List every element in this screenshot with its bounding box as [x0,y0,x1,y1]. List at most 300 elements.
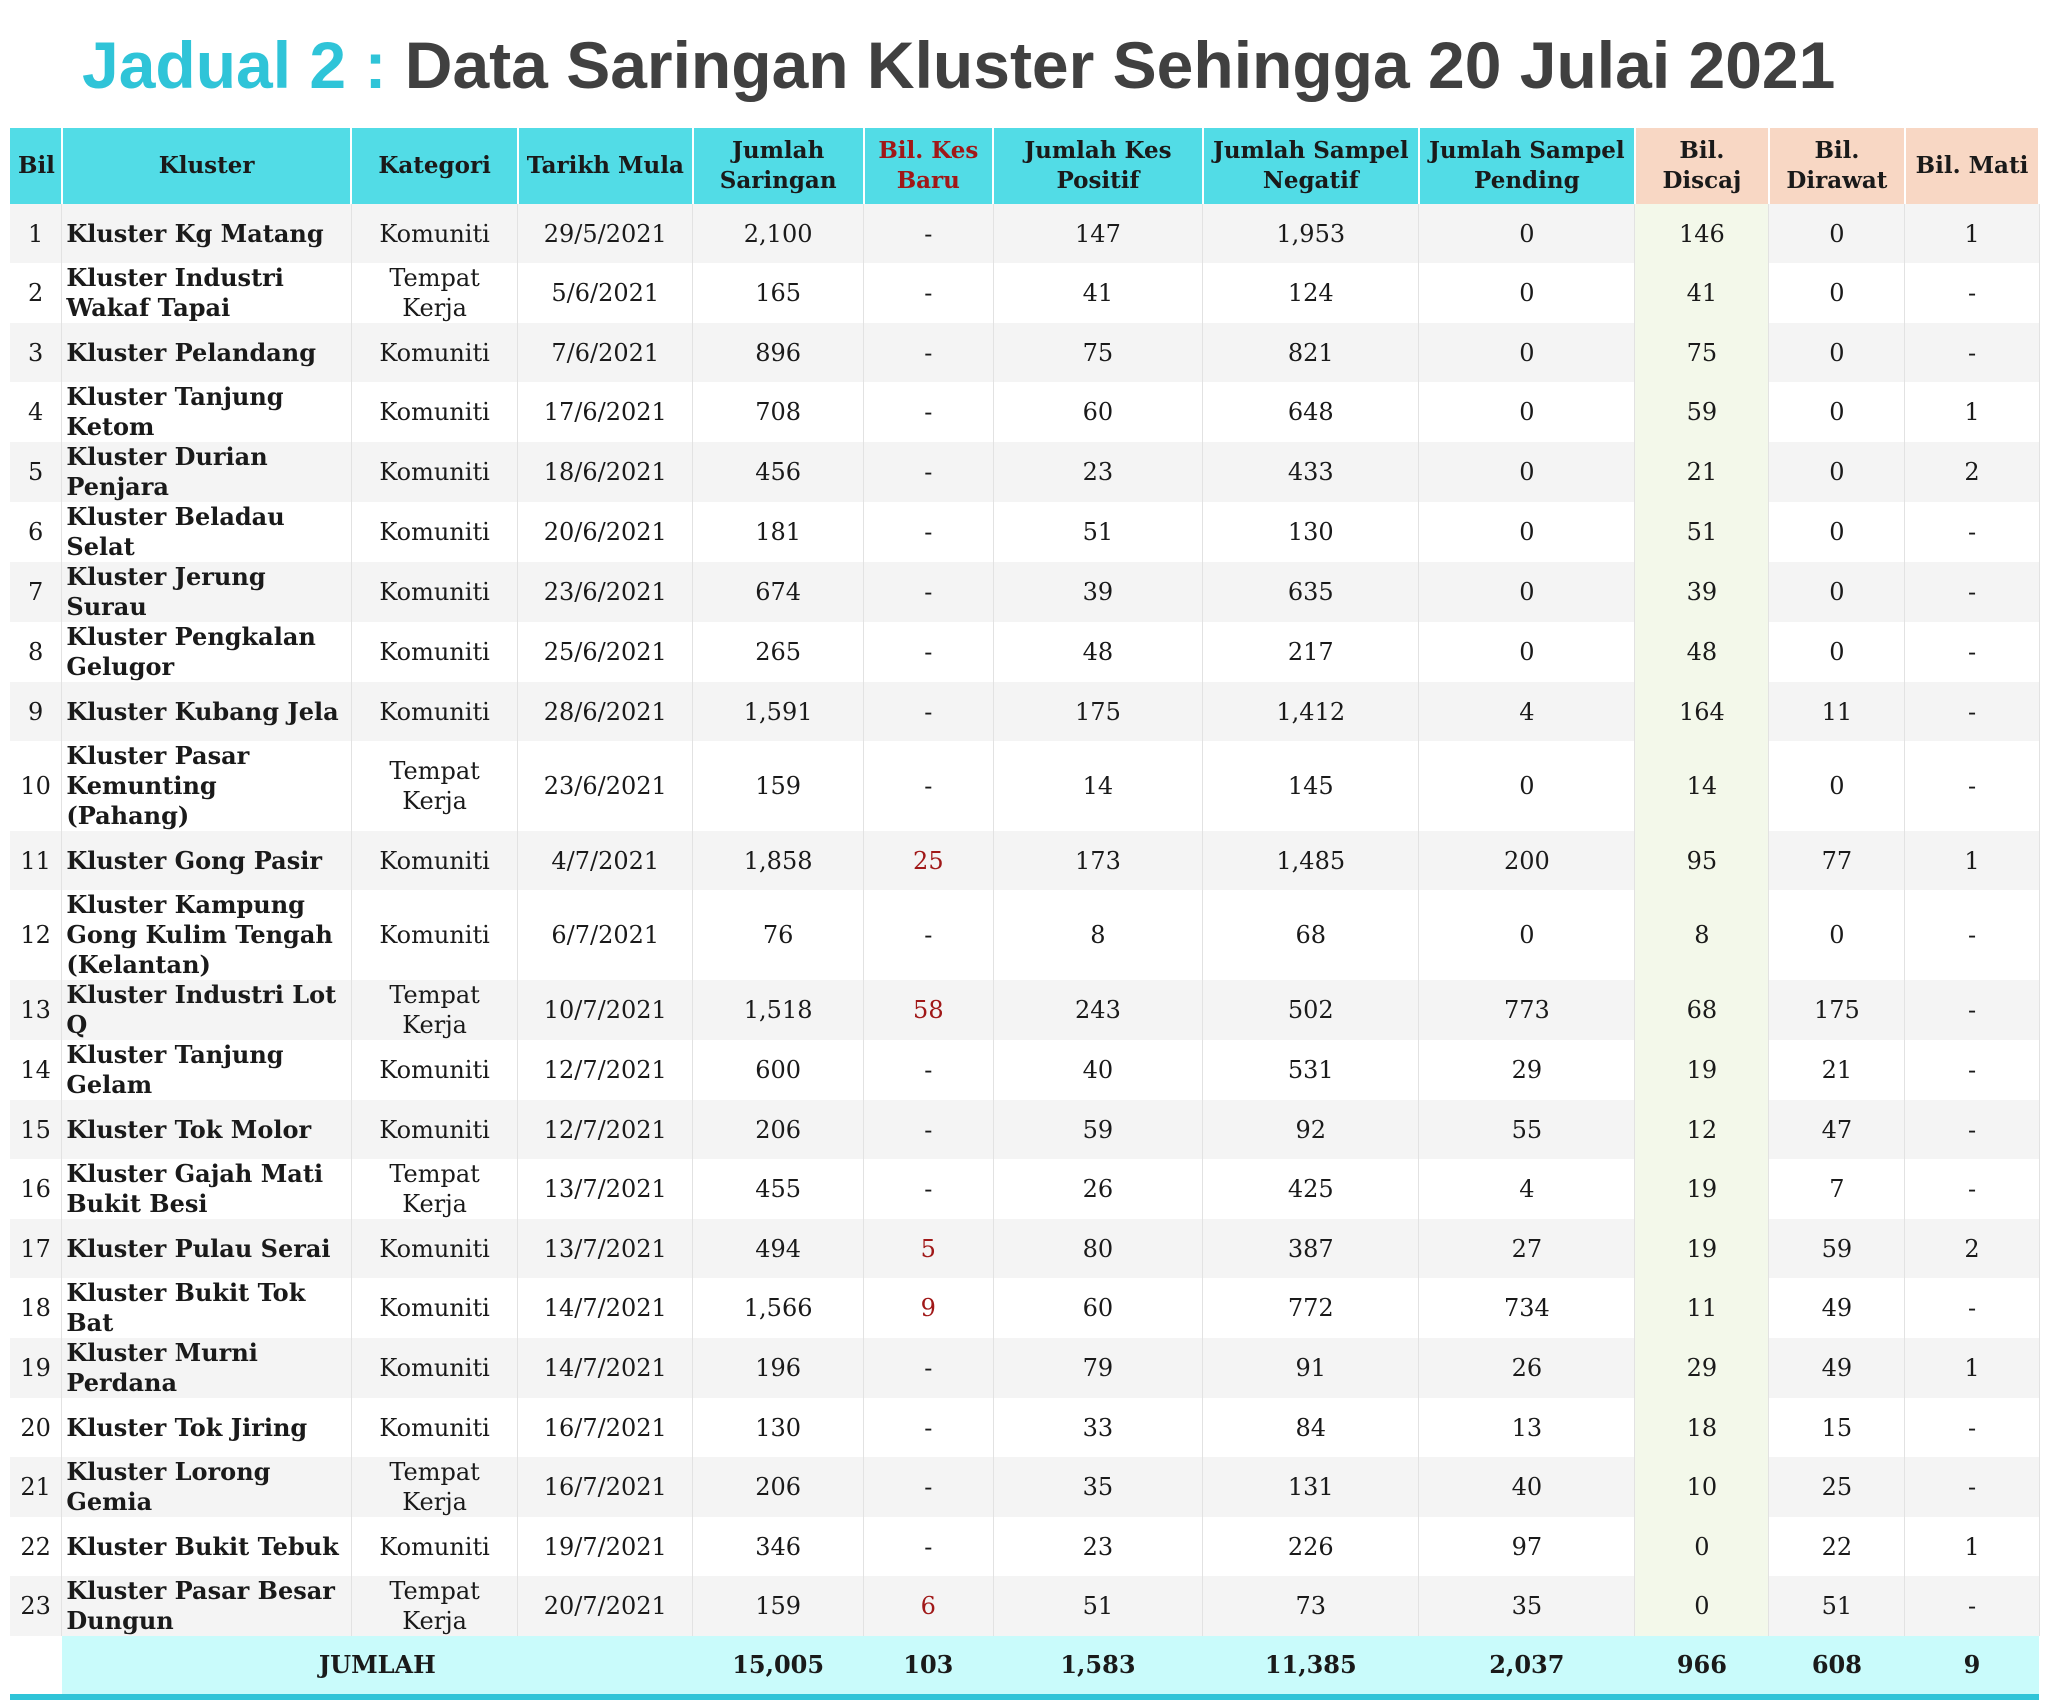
cell-kategori: Komuniti [351,323,517,382]
cell-bil: 13 [10,980,62,1040]
cell-jumlah-sampel-pending: 773 [1419,980,1635,1040]
cell-jumlah-saringan: 206 [693,1457,864,1517]
cell-bil-mati: 2 [1905,1219,2039,1278]
cell-bil-kes-baru: - [864,263,994,323]
cell-kategori: Tempat Kerja [351,263,517,323]
cell-bil-mati: - [1905,1576,2039,1636]
cell-bil-dirawat: 21 [1769,1040,1905,1100]
header-bil: Bil [10,128,62,204]
cell-bil-dirawat: 0 [1769,502,1905,562]
cell-tarikh-mula: 20/7/2021 [518,1576,693,1636]
cell-jumlah-sampel-negatif: 92 [1203,1100,1419,1159]
cell-tarikh-mula: 16/7/2021 [518,1457,693,1517]
cell-kluster: Kluster Tanjung Gelam [62,1040,352,1100]
cell-jumlah-saringan: 896 [693,323,864,382]
cell-bil-mati: 2 [1905,442,2039,502]
cell-kategori: Komuniti [351,1219,517,1278]
cell-jumlah-sampel-negatif: 1,412 [1203,682,1419,741]
cell-kluster: Kluster Industri Lot Q [62,980,352,1040]
cell-jumlah-sampel-pending: 29 [1419,1040,1635,1100]
cell-bil: 12 [10,890,62,980]
cell-kategori: Komuniti [351,204,517,263]
cell-kategori: Tempat Kerja [351,741,517,831]
cell-bil-kes-baru: - [864,442,994,502]
cell-jumlah-saringan: 674 [693,562,864,622]
cell-bil: 7 [10,562,62,622]
cell-jumlah-saringan: 196 [693,1338,864,1398]
cell-jumlah-saringan: 1,858 [693,831,864,890]
cell-bil: 14 [10,1040,62,1100]
cell-kategori: Komuniti [351,1338,517,1398]
cell-bil-discaj: 48 [1635,622,1769,682]
cell-bil: 9 [10,682,62,741]
cell-kategori: Komuniti [351,502,517,562]
cell-kluster: Kluster Pulau Serai [62,1219,352,1278]
table-row [10,1576,2039,1636]
cell-tarikh-mula: 7/6/2021 [518,323,693,382]
cell-jumlah-kes-positif: 35 [993,1457,1203,1517]
total-bil-mati: 9 [1905,1636,2039,1697]
cell-jumlah-saringan: 1,566 [693,1278,864,1338]
cell-jumlah-saringan: 346 [693,1517,864,1576]
cell-jumlah-kes-positif: 39 [993,562,1203,622]
cell-bil-mati: 1 [1905,1517,2039,1576]
cell-bil-kes-baru: 5 [864,1219,994,1278]
cell-bil-mati: - [1905,622,2039,682]
total-jumlah-kes-positif: 1,583 [993,1636,1203,1697]
cell-tarikh-mula: 16/7/2021 [518,1398,693,1457]
cell-bil-dirawat: 0 [1769,741,1905,831]
cell-jumlah-sampel-pending: 97 [1419,1517,1635,1576]
header-bil-discaj: Bil. Discaj [1635,128,1769,204]
cell-bil: 22 [10,1517,62,1576]
cell-bil-kes-baru: - [864,204,994,263]
cell-bil-kes-baru: - [864,323,994,382]
cell-bil-discaj: 10 [1635,1457,1769,1517]
cell-kluster: Kluster Murni Perdana [62,1338,352,1398]
table-row [10,204,2039,263]
cell-bil-dirawat: 47 [1769,1100,1905,1159]
cell-bil: 1 [10,204,62,263]
cell-jumlah-saringan: 494 [693,1219,864,1278]
cell-bil-dirawat: 49 [1769,1278,1905,1338]
cell-jumlah-sampel-negatif: 772 [1203,1278,1419,1338]
cell-kategori: Tempat Kerja [351,980,517,1040]
header-jumlah-sampel-negatif: Jumlah Sampel Negatif [1203,128,1419,204]
cell-bil-discaj: 14 [1635,741,1769,831]
header-jumlah-kes-positif: Jumlah Kes Positif [993,128,1203,204]
cell-bil-dirawat: 0 [1769,323,1905,382]
cell-bil-mati: - [1905,562,2039,622]
cell-bil-discaj: 41 [1635,263,1769,323]
table-row [10,1457,2039,1517]
cell-tarikh-mula: 12/7/2021 [518,1040,693,1100]
cell-bil: 3 [10,323,62,382]
cell-jumlah-saringan: 165 [693,263,864,323]
cell-jumlah-sampel-pending: 0 [1419,382,1635,442]
cell-bil: 10 [10,741,62,831]
cell-bil-discaj: 39 [1635,562,1769,622]
cell-jumlah-sampel-negatif: 648 [1203,382,1419,442]
page-title [82,22,1835,108]
table-row [10,263,2039,323]
cell-bil-kes-baru: - [864,1040,994,1100]
cell-jumlah-sampel-pending: 0 [1419,442,1635,502]
cell-bil-dirawat: 0 [1769,562,1905,622]
cell-bil: 20 [10,1398,62,1457]
cell-jumlah-kes-positif: 14 [993,741,1203,831]
cell-jumlah-sampel-negatif: 502 [1203,980,1419,1040]
cell-bil-discaj: 75 [1635,323,1769,382]
cell-jumlah-sampel-negatif: 145 [1203,741,1419,831]
cell-jumlah-sampel-negatif: 531 [1203,1040,1419,1100]
cell-jumlah-kes-positif: 243 [993,980,1203,1040]
cell-bil-dirawat: 22 [1769,1517,1905,1576]
cell-bil-mati: - [1905,1040,2039,1100]
cell-jumlah-sampel-negatif: 387 [1203,1219,1419,1278]
cell-bil-mati: - [1905,741,2039,831]
cell-kategori: Komuniti [351,831,517,890]
cell-bil-discaj: 11 [1635,1278,1769,1338]
cell-tarikh-mula: 29/5/2021 [518,204,693,263]
cell-jumlah-sampel-negatif: 84 [1203,1398,1419,1457]
cell-bil: 19 [10,1338,62,1398]
cell-bil-dirawat: 77 [1769,831,1905,890]
cell-bil-kes-baru: - [864,622,994,682]
cell-jumlah-sampel-negatif: 131 [1203,1457,1419,1517]
cell-bil-dirawat: 15 [1769,1398,1905,1457]
table-row [10,741,2039,831]
cell-tarikh-mula: 10/7/2021 [518,980,693,1040]
cell-jumlah-saringan: 600 [693,1040,864,1100]
table-row [10,622,2039,682]
cell-kluster: Kluster Pelandang [62,323,352,382]
table-row [10,1278,2039,1338]
cell-jumlah-sampel-negatif: 130 [1203,502,1419,562]
cell-bil-discaj: 18 [1635,1398,1769,1457]
cell-jumlah-kes-positif: 26 [993,1159,1203,1219]
cell-jumlah-sampel-pending: 27 [1419,1219,1635,1278]
table-body [10,204,2039,1636]
cell-bil-dirawat: 11 [1769,682,1905,741]
table-row [10,502,2039,562]
cell-bil: 5 [10,442,62,502]
cell-bil-kes-baru: - [864,890,994,980]
cell-jumlah-sampel-pending: 4 [1419,682,1635,741]
table-row [10,1398,2039,1457]
cell-jumlah-kes-positif: 51 [993,1576,1203,1636]
cell-jumlah-sampel-negatif: 124 [1203,263,1419,323]
cell-jumlah-kes-positif: 59 [993,1100,1203,1159]
table-row [10,1159,2039,1219]
cell-bil: 15 [10,1100,62,1159]
cell-bil-discaj: 68 [1635,980,1769,1040]
cell-tarikh-mula: 14/7/2021 [518,1338,693,1398]
cell-jumlah-kes-positif: 147 [993,204,1203,263]
cell-bil-kes-baru: - [864,1398,994,1457]
cell-kategori: Komuniti [351,442,517,502]
cell-bil-kes-baru: - [864,502,994,562]
cell-bil-kes-baru: - [864,741,994,831]
cell-jumlah-sampel-pending: 0 [1419,562,1635,622]
total-row [10,1636,2039,1697]
cell-tarikh-mula: 14/7/2021 [518,1278,693,1338]
cell-jumlah-saringan: 708 [693,382,864,442]
cell-jumlah-sampel-negatif: 91 [1203,1338,1419,1398]
cell-jumlah-saringan: 76 [693,890,864,980]
cell-kategori: Komuniti [351,382,517,442]
cell-jumlah-sampel-pending: 0 [1419,323,1635,382]
cell-jumlah-sampel-negatif: 217 [1203,622,1419,682]
cell-jumlah-kes-positif: 80 [993,1219,1203,1278]
header-kategori: Kategori [351,128,517,204]
cell-jumlah-kes-positif: 40 [993,1040,1203,1100]
cell-bil-dirawat: 7 [1769,1159,1905,1219]
cell-bil: 4 [10,382,62,442]
cell-tarikh-mula: 4/7/2021 [518,831,693,890]
cell-jumlah-kes-positif: 79 [993,1338,1203,1398]
cell-bil-mati: - [1905,1398,2039,1457]
title-main: Data Saringan Kluster Sehingga 20 Julai 2021 [404,28,1836,102]
cell-bil: 2 [10,263,62,323]
cell-bil-dirawat: 25 [1769,1457,1905,1517]
cell-bil-discaj: 12 [1635,1100,1769,1159]
cell-jumlah-saringan: 130 [693,1398,864,1457]
cell-bil-kes-baru: - [864,1100,994,1159]
cell-kluster: Kluster Industri Wakaf Tapai [62,263,352,323]
cell-bil-kes-baru: - [864,1457,994,1517]
cell-bil-kes-baru: - [864,682,994,741]
cell-tarikh-mula: 13/7/2021 [518,1159,693,1219]
cell-kluster: Kluster Beladau Selat [62,502,352,562]
cell-jumlah-sampel-pending: 55 [1419,1100,1635,1159]
cell-bil: 6 [10,502,62,562]
header-jumlah-sampel-pending: Jumlah Sampel Pending [1419,128,1635,204]
cell-bil-discaj: 164 [1635,682,1769,741]
cell-bil: 23 [10,1576,62,1636]
cell-jumlah-sampel-negatif: 425 [1203,1159,1419,1219]
cluster-table [10,128,2040,1700]
table-row [10,562,2039,622]
cell-kluster: Kluster Pasar Besar Dungun [62,1576,352,1636]
table-row [10,980,2039,1040]
cell-bil-dirawat: 175 [1769,980,1905,1040]
cell-bil: 18 [10,1278,62,1338]
cell-bil-mati: - [1905,1100,2039,1159]
cell-jumlah-sampel-pending: 4 [1419,1159,1635,1219]
cell-kluster: Kluster Bukit Tok Bat [62,1278,352,1338]
cell-bil-mati: 1 [1905,204,2039,263]
cell-tarikh-mula: 6/7/2021 [518,890,693,980]
cell-jumlah-sampel-pending: 0 [1419,741,1635,831]
cell-bil-discaj: 19 [1635,1040,1769,1100]
cell-jumlah-sampel-pending: 0 [1419,502,1635,562]
cell-bil-dirawat: 0 [1769,204,1905,263]
header-tarikh-mula: Tarikh Mula [518,128,693,204]
cell-tarikh-mula: 13/7/2021 [518,1219,693,1278]
cell-kluster: Kluster Pengkalan Gelugor [62,622,352,682]
cell-jumlah-saringan: 2,100 [693,204,864,263]
cell-jumlah-kes-positif: 33 [993,1398,1203,1457]
cell-tarikh-mula: 5/6/2021 [518,263,693,323]
cell-jumlah-kes-positif: 60 [993,1278,1203,1338]
cell-jumlah-sampel-negatif: 73 [1203,1576,1419,1636]
table-row [10,382,2039,442]
total-blank-cell [10,1636,62,1697]
table-row [10,1040,2039,1100]
cell-kategori: Komuniti [351,1040,517,1100]
cell-jumlah-sampel-pending: 200 [1419,831,1635,890]
cell-bil-mati: - [1905,1159,2039,1219]
cell-jumlah-saringan: 1,518 [693,980,864,1040]
cell-bil-kes-baru: 6 [864,1576,994,1636]
cell-bil: 16 [10,1159,62,1219]
cell-bil-mati: - [1905,1278,2039,1338]
cell-bil-discaj: 21 [1635,442,1769,502]
total-label: JUMLAH [62,1636,693,1697]
cell-kategori: Komuniti [351,622,517,682]
table-row [10,890,2039,980]
cell-jumlah-kes-positif: 23 [993,442,1203,502]
cell-bil-mati: - [1905,682,2039,741]
cell-tarikh-mula: 12/7/2021 [518,1100,693,1159]
cell-bil-mati: 1 [1905,831,2039,890]
table-header-row [10,128,2039,204]
cell-jumlah-sampel-pending: 13 [1419,1398,1635,1457]
cell-jumlah-kes-positif: 48 [993,622,1203,682]
table-row [10,1338,2039,1398]
cell-bil-dirawat: 0 [1769,382,1905,442]
table-row [10,831,2039,890]
cell-kategori: Tempat Kerja [351,1457,517,1517]
cell-bil-kes-baru: - [864,382,994,442]
cell-bil-mati: - [1905,263,2039,323]
cell-jumlah-sampel-negatif: 821 [1203,323,1419,382]
cell-kluster: Kluster Tok Jiring [62,1398,352,1457]
cell-bil-discaj: 8 [1635,890,1769,980]
cell-bil-mati: - [1905,502,2039,562]
cell-kluster: Kluster Kg Matang [62,204,352,263]
cell-bil-dirawat: 0 [1769,442,1905,502]
cell-bil-mati: - [1905,1457,2039,1517]
cell-jumlah-kes-positif: 60 [993,382,1203,442]
cell-jumlah-sampel-pending: 734 [1419,1278,1635,1338]
cell-jumlah-kes-positif: 175 [993,682,1203,741]
cell-kategori: Komuniti [351,1398,517,1457]
cell-jumlah-kes-positif: 51 [993,502,1203,562]
cell-kluster: Kluster Jerung Surau [62,562,352,622]
cell-bil: 21 [10,1457,62,1517]
cell-jumlah-sampel-negatif: 226 [1203,1517,1419,1576]
cell-jumlah-sampel-pending: 35 [1419,1576,1635,1636]
cell-bil-kes-baru: - [864,1159,994,1219]
cell-bil-mati: - [1905,890,2039,980]
cell-jumlah-sampel-negatif: 635 [1203,562,1419,622]
cell-jumlah-kes-positif: 75 [993,323,1203,382]
cell-kategori: Komuniti [351,890,517,980]
total-bil-discaj: 966 [1635,1636,1769,1697]
cell-jumlah-sampel-negatif: 1,485 [1203,831,1419,890]
cell-jumlah-saringan: 159 [693,1576,864,1636]
cell-jumlah-sampel-pending: 0 [1419,263,1635,323]
cell-bil-mati: 1 [1905,1338,2039,1398]
cell-jumlah-kes-positif: 8 [993,890,1203,980]
cell-bil-discaj: 19 [1635,1219,1769,1278]
cell-jumlah-kes-positif: 41 [993,263,1203,323]
cell-jumlah-saringan: 206 [693,1100,864,1159]
cell-bil: 17 [10,1219,62,1278]
cell-tarikh-mula: 19/7/2021 [518,1517,693,1576]
cell-jumlah-saringan: 265 [693,622,864,682]
title-prefix: Jadual 2 : [82,28,387,102]
cell-jumlah-kes-positif: 23 [993,1517,1203,1576]
cell-kluster: Kluster Kubang Jela [62,682,352,741]
total-bil-kes-baru: 103 [864,1636,994,1697]
cell-kluster: Kluster Kampung Gong Kulim Tengah (Kelantan) [62,890,352,980]
cell-jumlah-sampel-pending: 0 [1419,890,1635,980]
cell-jumlah-sampel-pending: 0 [1419,622,1635,682]
cell-kluster: Kluster Pasar Kemunting (Pahang) [62,741,352,831]
cell-bil-discaj: 19 [1635,1159,1769,1219]
table-row [10,1219,2039,1278]
cell-tarikh-mula: 20/6/2021 [518,502,693,562]
cell-kluster: Kluster Tok Molor [62,1100,352,1159]
cell-tarikh-mula: 18/6/2021 [518,442,693,502]
total-bil-dirawat: 608 [1769,1636,1905,1697]
header-bil-mati: Bil. Mati [1905,128,2039,204]
cell-kategori: Tempat Kerja [351,1576,517,1636]
cell-kluster: Kluster Bukit Tebuk [62,1517,352,1576]
cell-bil-discaj: 95 [1635,831,1769,890]
header-bil-kes-baru: Bil. Kes Baru [864,128,994,204]
cell-jumlah-saringan: 456 [693,442,864,502]
cell-kluster: Kluster Gajah Mati Bukit Besi [62,1159,352,1219]
cell-bil-dirawat: 0 [1769,890,1905,980]
cell-tarikh-mula: 25/6/2021 [518,622,693,682]
cell-bil-kes-baru: 9 [864,1278,994,1338]
cell-bil-discaj: 29 [1635,1338,1769,1398]
cell-bil-discaj: 0 [1635,1576,1769,1636]
total-jumlah-saringan: 15,005 [693,1636,864,1697]
table-row [10,323,2039,382]
cell-bil-kes-baru: - [864,1338,994,1398]
cell-jumlah-kes-positif: 173 [993,831,1203,890]
cell-jumlah-saringan: 159 [693,741,864,831]
cell-bil-mati: - [1905,323,2039,382]
cell-bil-discaj: 59 [1635,382,1769,442]
cell-jumlah-sampel-pending: 0 [1419,204,1635,263]
cell-bil-kes-baru: - [864,562,994,622]
cell-kluster: Kluster Lorong Gemia [62,1457,352,1517]
cell-jumlah-saringan: 181 [693,502,864,562]
cell-bil-discaj: 0 [1635,1517,1769,1576]
cell-jumlah-saringan: 455 [693,1159,864,1219]
table-row [10,442,2039,502]
total-jumlah-sampel-negatif: 11,385 [1203,1636,1419,1697]
cell-bil-dirawat: 49 [1769,1338,1905,1398]
cell-bil-discaj: 146 [1635,204,1769,263]
cell-kategori: Komuniti [351,1278,517,1338]
cell-jumlah-saringan: 1,591 [693,682,864,741]
cell-bil-dirawat: 0 [1769,263,1905,323]
cell-jumlah-sampel-negatif: 433 [1203,442,1419,502]
cell-kategori: Komuniti [351,562,517,622]
table-row [10,682,2039,741]
cell-kategori: Komuniti [351,1517,517,1576]
cell-kategori: Komuniti [351,682,517,741]
cell-bil-dirawat: 0 [1769,622,1905,682]
header-bil-dirawat: Bil. Dirawat [1769,128,1905,204]
